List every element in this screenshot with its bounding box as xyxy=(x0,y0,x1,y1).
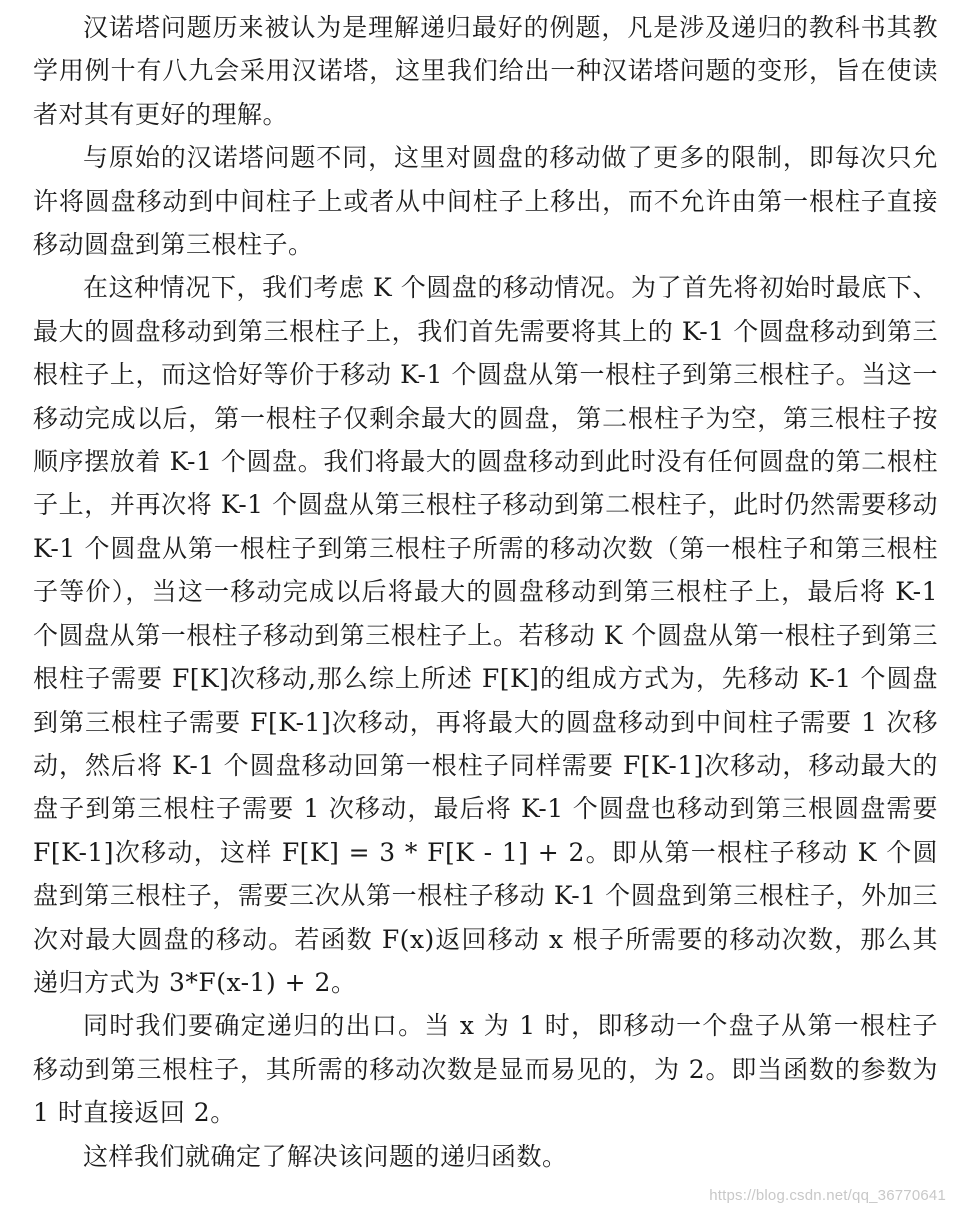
paragraph-base-case: 同时我们要确定递归的出口。当 x 为 1 时，即移动一个盘子从第一根柱子移动到第三根柱子，其所需的移动次数是显而易见的，为 2。即当函数的参数为 1 时直接返回 2。 xyxy=(33,1011,938,1128)
paragraph-conclusion: 这样我们就确定了解决该问题的递归函数。 xyxy=(83,1141,568,1171)
watermark-url: https://blog.csdn.net/qq_36770641 xyxy=(709,1187,946,1204)
paragraph-analysis: 在这种情况下，我们考虑 K 个圆盘的移动情况。为了首先将初始时最底下、最大的圆盘移动到第三根柱子上，我们首先需要将其上的 K-1 个圆盘移动到第三根柱子上，而这恰好等价于移动 K-1 个圆盘从第一根柱子到第三根柱子。当这一移动完成以后，第一根柱子仅剩余最大的圆盘，第二根柱子为空，第三根柱子按顺序摆放着 K-1 个圆盘。我们将最大的圆盘移动到此时没有任何圆盘的第二根柱子上，并再次将 K-1 个圆盘从第三根柱子移动到第二根柱子，此时仍然需要移动 K-1 个圆盘从第一根柱子到第三根柱子所需的移动次数（第一根柱子和第三根柱子等价），当这一移动完成以后将最大的圆盘移动到第三根柱子上，最后将 K-1 个圆盘从第一根柱子移动到第三根柱子上。若移动 K 个圆盘从第一根柱子到第三根柱子需要 F[K]次移动,那么综上所述 F[K]的组成方式为，先移动 K-1 个圆盘到第三根柱子需要 F[K-1]次移动，再将最大的圆盘移动到中间柱子需要 1 次移动，然后将 K-1 个圆盘移动回第一根柱子同样需要 F[K-1]次移动，移动最大的盘子到第三根柱子需要 1 次移动，最后将 K-1 个圆盘也移动到第三根圆盘需要 F[K-1]次移动，这样 F[K] = 3 * F[K - 1] + 2。即从第一根柱子移动 K 个圆盘到第三根柱子，需要三次从第一根柱子移动 K-1 个圆盘到第三根柱子，外加三次对最大圆盘的移动。若函数 F(x)返回移动 x 根子所需要的移动次数，那么其递归方式为 3*F(x-1) + 2。 xyxy=(33,273,938,997)
document-body xyxy=(33,6,938,1178)
paragraph-restriction: 与原始的汉诺塔问题不同，这里对圆盘的移动做了更多的限制，即每次只允许将圆盘移动到中间柱子上或者从中间柱子上移出，而不允许由第一根柱子直接移动圆盘到第三根柱子。 xyxy=(33,143,938,260)
paragraph-intro: 汉诺塔问题历来被认为是理解递归最好的例题，凡是涉及递归的教科书其教学用例十有八九会采用汉诺塔，这里我们给出一种汉诺塔问题的变形，旨在使读者对其有更好的理解。 xyxy=(33,13,938,129)
